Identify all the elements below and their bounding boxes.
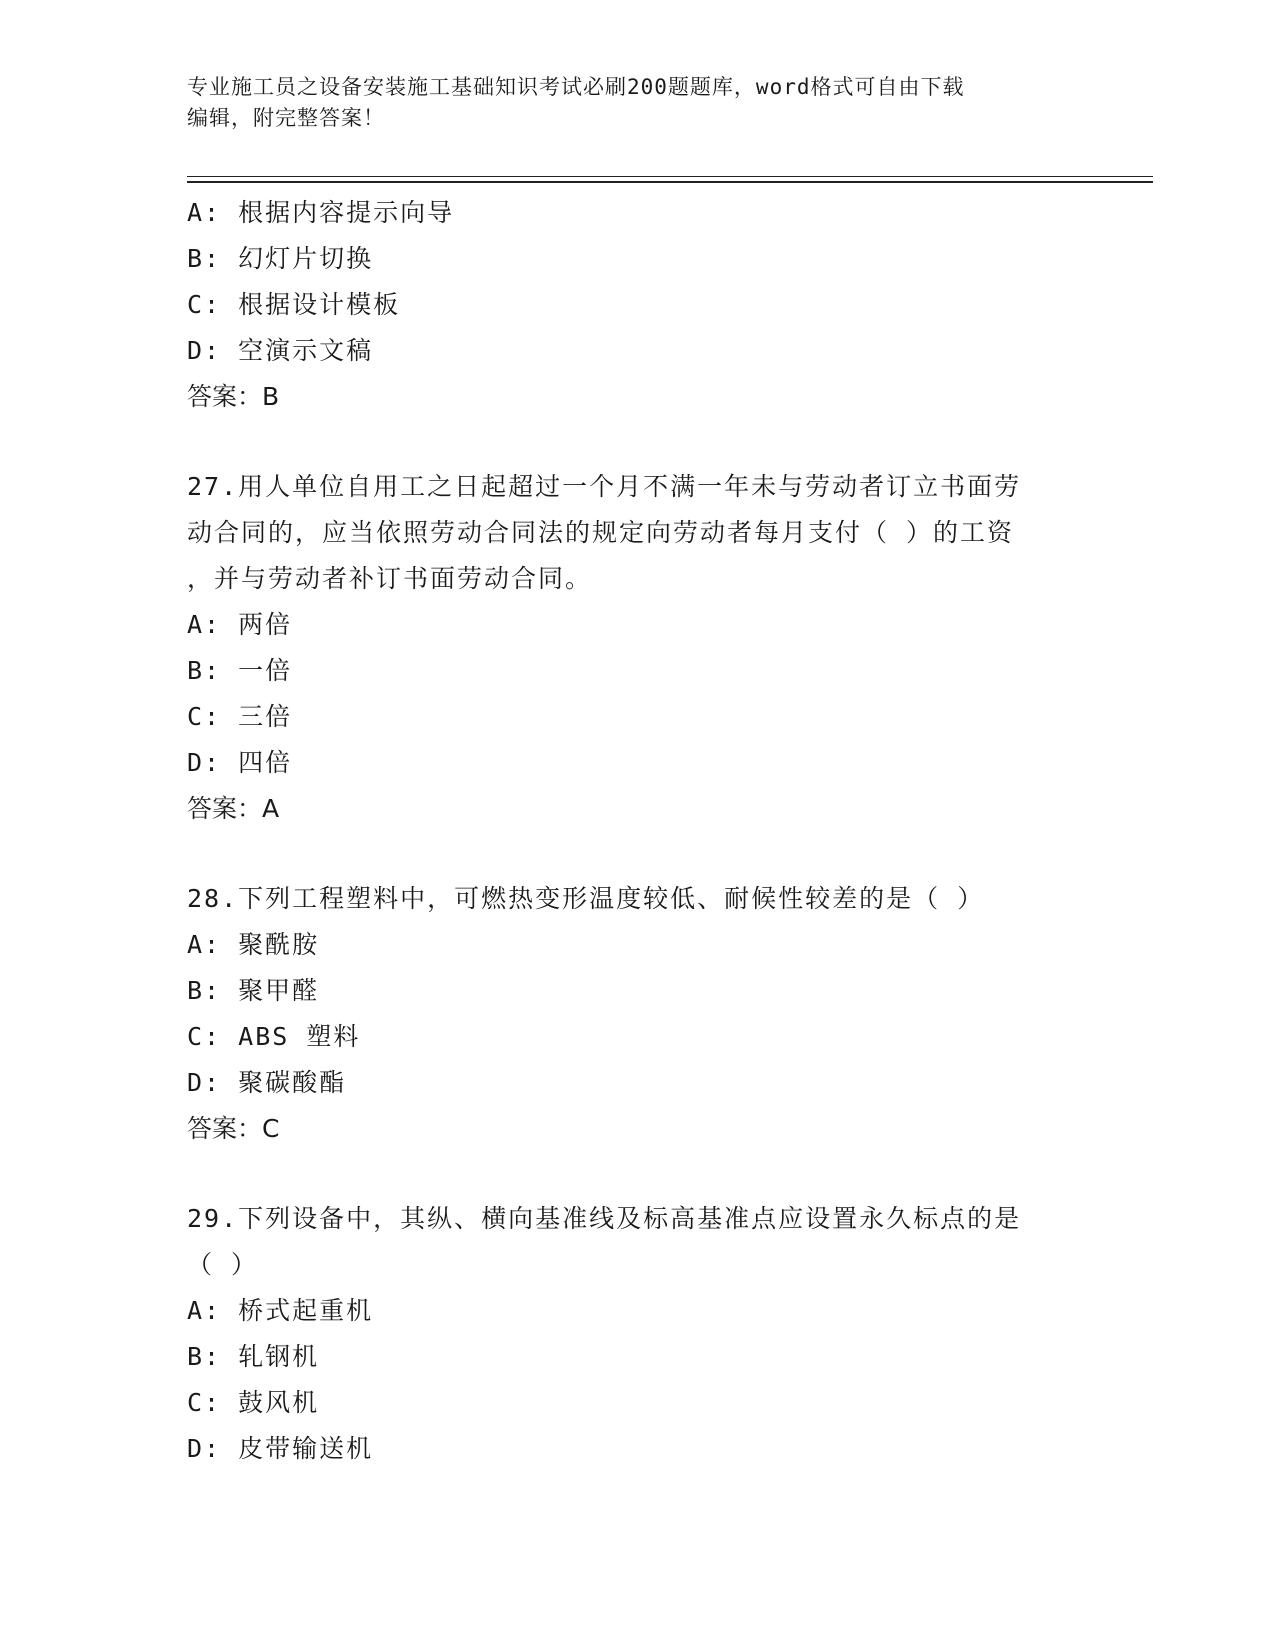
question-29-block	[187, 1196, 1087, 1472]
option-c: C: 根据设计模板	[187, 290, 401, 319]
option-b: B: 幻灯片切换	[187, 244, 374, 273]
option-a: A: 两倍	[187, 610, 293, 639]
option-d: D: 聚碳酸酯	[187, 1068, 347, 1097]
option-a: A: 根据内容提示向导	[187, 198, 455, 227]
header-rule-thin	[187, 176, 1153, 177]
answer: 答案：B	[187, 382, 280, 411]
question-text-line: 29.下列设备中，其纵、横向基准线及标高基准点应设置永久标点的是	[187, 1204, 1022, 1233]
option-d: D: 空演示文稿	[187, 336, 374, 365]
question-text-line: （ ）	[187, 1250, 259, 1279]
option-b: B: 轧钢机	[187, 1342, 320, 1371]
answer: 答案：A	[187, 794, 280, 823]
option-d: D: 皮带输送机	[187, 1434, 374, 1463]
option-b: B: 聚甲醛	[187, 976, 320, 1005]
option-c: C: ABS 塑料	[187, 1022, 361, 1051]
option-c: C: 鼓风机	[187, 1388, 320, 1417]
option-a: A: 聚酰胺	[187, 930, 320, 959]
question-text-line: ，并与劳动者补订书面劳动合同。	[187, 564, 593, 593]
option-d: D: 四倍	[187, 748, 293, 777]
header-line-1: 专业施工员之设备安装施工基础知识考试必刷200题题库，word格式可自由下载	[187, 75, 965, 99]
question-27-block	[187, 464, 1087, 832]
question-28-block	[187, 876, 1087, 1152]
answer: 答案：C	[187, 1114, 280, 1143]
question-26-block	[187, 190, 1087, 420]
question-text-line: 27.用人单位自用工之日起超过一个月不满一年未与劳动者订立书面劳	[187, 472, 1022, 501]
header-rule-thick	[187, 181, 1153, 183]
option-c: C: 三倍	[187, 702, 293, 731]
question-text-line: 动合同的，应当依照劳动合同法的规定向劳动者每月支付（ ）的工资	[187, 518, 1015, 547]
question-list	[187, 190, 1087, 1472]
document-header	[187, 72, 1087, 134]
option-b: B: 一倍	[187, 656, 293, 685]
option-a: A: 桥式起重机	[187, 1296, 374, 1325]
header-line-2: 编辑，附完整答案！	[187, 106, 385, 130]
question-text-line: 28.下列工程塑料中，可燃热变形温度较低、耐候性较差的是（ ）	[187, 884, 985, 913]
